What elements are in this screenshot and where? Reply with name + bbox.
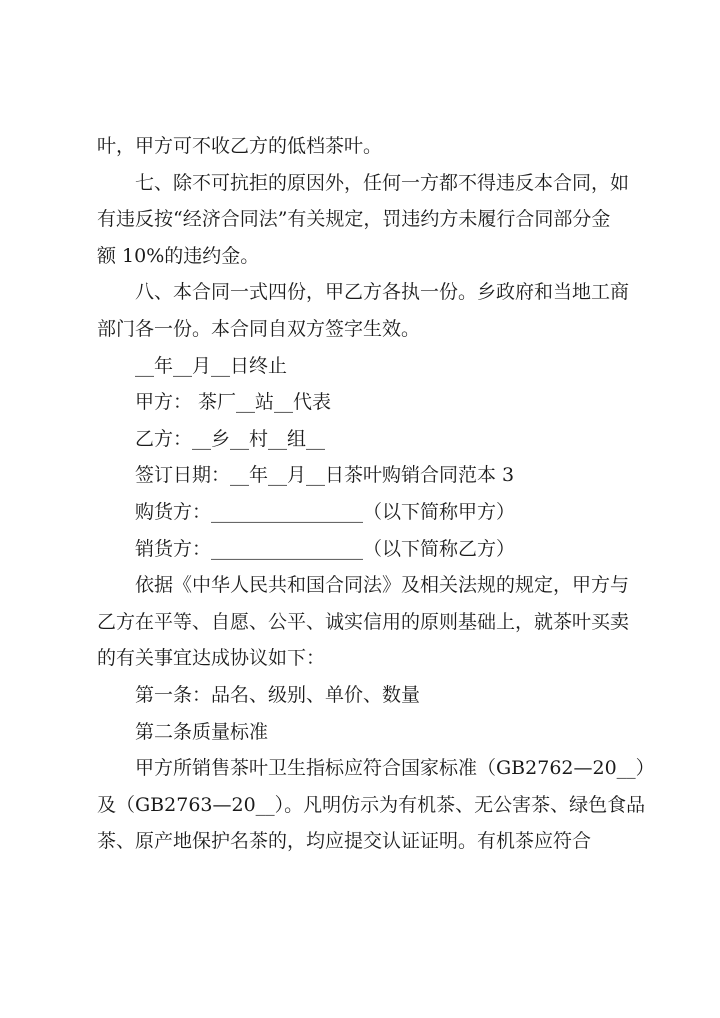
article-2-heading: 第二条质量标准 [135, 720, 269, 743]
article-2-line-1: 甲方所销售茶叶卫生指标应符合国家标准（GB2762—20__） [135, 757, 655, 780]
paragraph-7-line-2: 有违反按“经济合同法”有关规定，罚违约方未履行合同部分金 [97, 208, 611, 231]
article-2-line-2: 及（GB2763—20__）。凡明仿示为有机茶、无公害茶、绿色食品 [97, 793, 646, 816]
preamble-line-3: 的有关事宜达成协议如下： [97, 647, 326, 670]
buyer-line: 购货方：________________（以下简称甲方） [135, 500, 516, 523]
party-b-line: 乙方：__乡__村__组__ [135, 427, 326, 450]
paragraph-8-line-1: 八、本合同一式四份，甲乙方各执一份。乡政府和当地工商 [135, 281, 630, 304]
party-a-line: 甲方： 茶厂__站__代表 [135, 391, 332, 414]
text-line: 叶，甲方可不收乙方的低档茶叶。 [97, 135, 383, 157]
paragraph-7-line-3: 额 10%的违约金。 [97, 244, 260, 267]
seller-line: 销货方：________________（以下简称乙方） [135, 537, 516, 560]
preamble-line-1: 依据《中华人民共和国合同法》及相关法规的规定，甲方与 [135, 574, 630, 597]
termination-date-line: __年__月__日终止 [135, 354, 288, 377]
paragraph-7-line-1: 七、除不可抗拒的原因外，任何一方都不得违反本合同，如 [135, 171, 630, 194]
article-1-heading: 第一条：品名、级别、单价、数量 [135, 683, 421, 706]
document-body [97, 128, 655, 860]
paragraph-8-line-2: 部门各一份。本合同自双方签字生效。 [97, 317, 421, 340]
preamble-line-2: 乙方在平等、自愿、公平、诚实信用的原则基础上，就茶叶买卖 [97, 610, 630, 633]
article-2-line-3: 茶、原产地保护名茶的，均应提交认证证明。有机茶应符合 [97, 830, 592, 853]
signing-date-line: 签订日期：__年__月__日茶叶购销合同范本 3 [135, 464, 515, 487]
